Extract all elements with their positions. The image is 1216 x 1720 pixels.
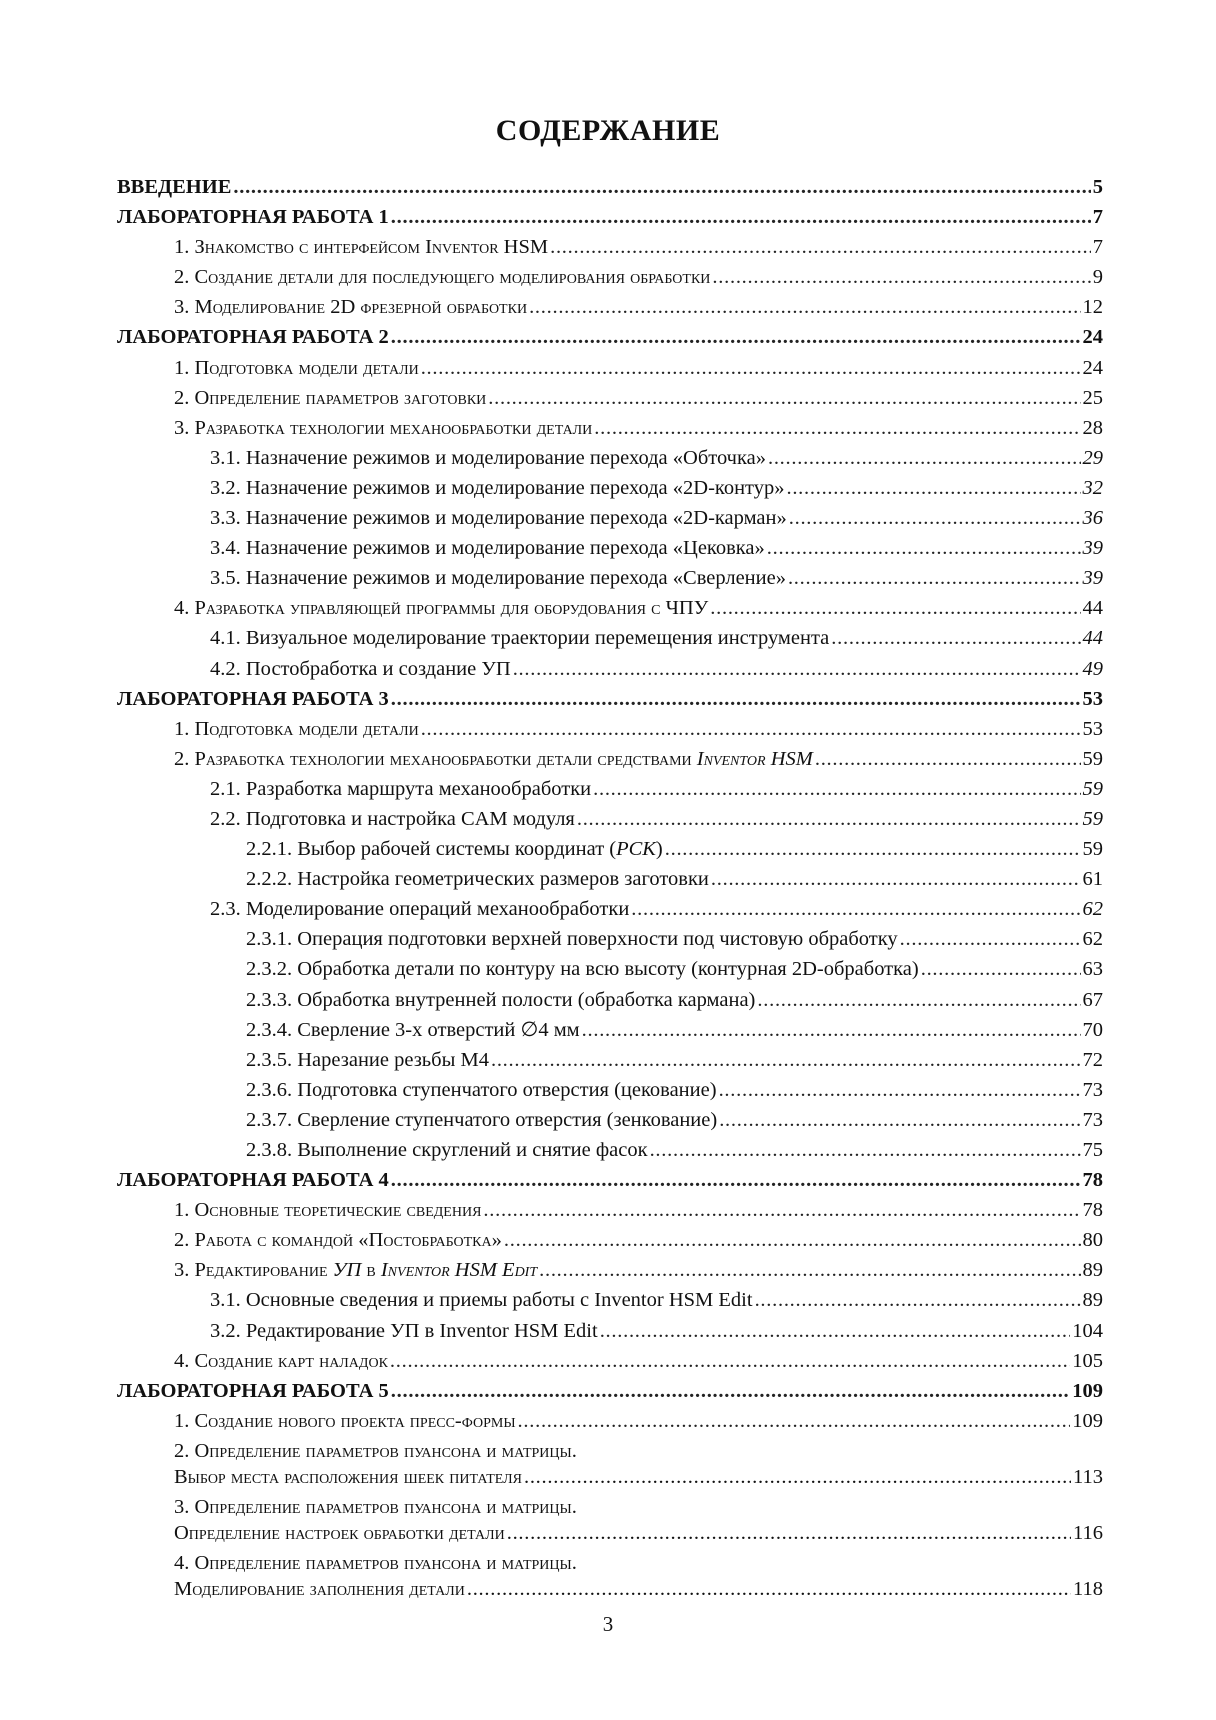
toc-entry-title [210,894,629,924]
toc-leader-dots [421,714,1081,744]
toc-leader-dots [900,924,1081,954]
toc-page-number: 63 [1082,958,1103,981]
toc-entry[interactable] [117,413,1103,443]
toc-page-number: 49 [1082,657,1103,680]
toc-page-number: 104 [1072,1319,1103,1342]
toc-entry-text: 3.3. Назначение режимов и моделирование перехода «2D-карман» [210,507,787,530]
toc-entry-title [246,985,755,1015]
toc-entry-title [117,1376,389,1406]
toc-entry-text: Определение настроек обработки детали [174,1521,505,1544]
toc-page-number: 78 [1082,1199,1103,1222]
toc-entry-text: 2.3. Моделирование операций механообработки [210,898,630,921]
toc-entry-line1: 2. Определение параметров пуансона и матрицы. [174,1439,577,1462]
toc-entry[interactable] [117,443,1103,473]
toc-entry-text: 3. Редактирование [174,1259,333,1282]
toc-entry[interactable] [117,1492,1103,1548]
toc-entry-title [210,654,511,684]
toc-entry-text: 2.2.1. Выбор рабочей системы координат ( [246,838,617,861]
toc-page-number: 28 [1082,416,1103,439]
toc-page-number: 73 [1082,1108,1103,1131]
toc-leader-dots [815,744,1081,774]
toc-leader-dots [391,1376,1070,1406]
toc-page-number: 24 [1082,326,1103,349]
toc-chapter[interactable] [117,202,1103,232]
toc-chapter[interactable] [117,684,1103,714]
toc-chapter[interactable] [117,1376,1103,1406]
toc-entry[interactable] [117,1015,1103,1045]
toc-entry-text: 2.3.7. Сверление ступенчатого отверстия (зенкование) [246,1108,718,1131]
toc-leader-dots [421,353,1081,383]
toc-entry[interactable] [117,1316,1103,1346]
toc-entry-text: 1. Основные теоретические сведения [174,1199,482,1222]
toc-page-number: 59 [1082,807,1103,830]
toc-entry-title [174,383,486,413]
toc-leader-dots [831,623,1080,653]
toc-entry-title [174,1255,537,1285]
toc-entry-text: ЛАБОРАТОРНАЯ РАБОТА 3 [117,687,389,710]
toc-page-number: 62 [1082,928,1103,951]
toc-entry-text: 2. Работа с командой «Постобработка» [174,1229,502,1252]
toc-entry-title [210,804,575,834]
toc-entry-text: 3. Моделирование 2D фрезерной обработки [174,296,528,319]
toc-entry-title [246,954,919,984]
toc-entry[interactable] [117,383,1103,413]
toc-leader-dots [593,774,1080,804]
toc-entry-title [246,834,663,864]
toc-entry[interactable] [117,262,1103,292]
toc-entry-title [210,443,766,473]
toc-entry-title [174,232,548,262]
toc-entry-text: 4. Создание карт наладок [174,1349,388,1372]
toc-page-number: 9 [1092,266,1103,289]
toc-leader-dots [467,1574,1071,1604]
toc-entry-text: 4.2. Постобработка и создание УП [210,657,511,680]
toc-entry[interactable] [117,1195,1103,1225]
toc-entry-text: 3.1. Основные сведения и приемы работы с Inventor HSM Edit [210,1289,753,1312]
toc-entry-line2 [117,1518,1103,1548]
toc-entry-text-italic: РСК [616,838,656,861]
toc-entry[interactable] [117,292,1103,322]
toc-entry-text: 3.4. Назначение режимов и моделирование перехода «Цековка» [210,537,765,560]
toc-entry-text: 2. Создание детали для последующего моделирования обработки [174,266,711,289]
toc-entry-title [210,473,784,503]
toc-leader-dots [755,1285,1081,1315]
toc-entry-text: 2.3.2. Обработка детали по контуру на всю высоту (контурная 2D-обработка) [246,958,919,981]
toc-entry-title [210,623,829,653]
toc-entry-title [210,563,786,593]
toc-leader-dots [600,1316,1071,1346]
toc-page-number: 113 [1073,1465,1103,1488]
toc-entry-title [174,262,710,292]
toc-leader-dots [719,1105,1080,1135]
toc-entry-title [174,714,419,744]
page-number: 3 [602,1612,614,1636]
toc-entry-text: 1. Подготовка модели детали [174,717,419,740]
toc-page-number: 61 [1082,868,1103,891]
toc-entry-text-italic: УП [332,1259,362,1282]
toc-leader-dots [233,172,1090,202]
toc-entry[interactable] [117,1045,1103,1075]
toc-entry[interactable] [117,1105,1103,1135]
toc-entry[interactable] [117,654,1103,684]
toc-entry-title [117,684,389,714]
toc-chapter[interactable] [117,1165,1103,1195]
toc-page-number: 78 [1082,1169,1103,1192]
toc-page-number: 116 [1073,1521,1103,1544]
toc-leader-dots [577,804,1081,834]
toc-entry-text: 2.3.4. Сверление 3-х отверстий ∅4 мм [246,1018,580,1041]
toc-page-number: 12 [1082,296,1103,319]
toc-leader-dots [513,654,1081,684]
toc-entry-text: 2.2. Подготовка и настройка CAM модуля [210,807,575,830]
toc-entry-text: 3.2. Редактирование УП в Inventor HSM Edit [210,1319,598,1342]
toc-entry-title [174,593,708,623]
toc-entry-text: 2.3.5. Нарезание резьбы М4 [246,1048,489,1071]
toc-entry-title [210,1316,598,1346]
toc-entry[interactable] [117,563,1103,593]
toc-leader-dots [518,1406,1071,1436]
toc-page-number: 109 [1072,1379,1103,1402]
toc-leader-dots [921,954,1081,984]
toc-leader-dots [757,985,1080,1015]
toc-entry-title [246,924,898,954]
toc-entry-line2 [117,1574,1103,1604]
toc-entry-text: Выбор места расположения шеек питателя [174,1465,522,1488]
toc-entry[interactable] [117,744,1103,774]
toc-entry-title [210,503,787,533]
toc-leader-dots [711,864,1081,894]
toc-entry-text: 2.3.1. Операция подготовки верхней поверхности под чистовую обработку [246,928,898,951]
toc-entry-text: 3.1. Назначение режимов и моделирование перехода «Обточка» [210,446,766,469]
toc-entry-title [210,1285,753,1315]
toc-entry[interactable] [117,353,1103,383]
toc-leader-dots [483,1195,1080,1225]
toc-entry[interactable] [117,1285,1103,1315]
toc-entry-text: 3.5. Назначение режимов и моделирование перехода «Сверление» [210,567,786,590]
toc-entry-text: 1. Подготовка модели детали [174,356,419,379]
toc-entry[interactable] [117,1346,1103,1376]
toc-page-number: 7 [1092,206,1103,229]
toc-entry-title [246,864,709,894]
toc-entry-title [246,1015,580,1045]
toc-leader-dots [712,262,1090,292]
toc-leader-dots [582,1015,1081,1045]
toc-page-number: 29 [1082,446,1103,469]
toc-entry-text-after: ) [655,838,663,861]
toc-leader-dots [488,383,1080,413]
toc-entry[interactable] [117,954,1103,984]
toc-entry-title [246,1135,648,1165]
toc-entry-text: Моделирование заполнения детали [174,1577,465,1600]
toc-entry[interactable] [117,924,1103,954]
toc-entry-title [210,533,765,563]
toc-page-number: 73 [1082,1078,1103,1101]
toc-entry-title [174,1574,465,1604]
toc-entry-text: 2. Определение параметров заготовки [174,386,487,409]
toc-entry-line1: 4. Определение параметров пуансона и матрицы. [174,1551,577,1574]
toc-leader-dots [391,202,1091,232]
toc-entry-title [174,1346,388,1376]
toc-entry[interactable] [117,1075,1103,1105]
toc-entry-text: ЛАБОРАТОРНАЯ РАБОТА 4 [117,1169,389,1192]
toc-entry[interactable] [117,804,1103,834]
toc-leader-dots [507,1518,1071,1548]
toc-entry-text: 4. Разработка управляющей программы для оборудования с ЧПУ [174,597,709,620]
toc-chapter[interactable] [117,322,1103,352]
toc-entry[interactable] [117,473,1103,503]
toc-entry-title [174,1518,505,1548]
toc-entry-text: 2.2.2. Настройка геометрических размеров заготовки [246,868,709,891]
toc-page-number: 59 [1082,777,1103,800]
toc-leader-dots [789,503,1081,533]
toc-leader-dots [529,292,1080,322]
toc-entry-title [174,1406,516,1436]
toc-entry[interactable] [117,864,1103,894]
page-title: СОДЕРЖАНИЕ [495,114,721,147]
toc-entry-text: 3. Разработка технологии механообработки детали [174,416,593,439]
toc-leader-dots [539,1255,1080,1285]
toc-page-number: 89 [1082,1289,1103,1312]
toc-entry-title [246,1045,489,1075]
toc-entry[interactable] [117,714,1103,744]
toc-leader-dots [390,1346,1070,1376]
toc-entry-title [117,1165,389,1195]
toc-entry-title [117,172,231,202]
toc-entry-text: 1. Знакомство с интерфейсом Inventor HSM [174,236,549,259]
toc-entry[interactable] [117,834,1103,864]
toc-entry-title [174,1225,502,1255]
toc-page-number: 7 [1092,236,1103,259]
toc-entry-title [210,774,591,804]
toc-leader-dots [391,322,1081,352]
toc-leader-dots [665,834,1081,864]
toc-leader-dots [391,684,1081,714]
toc-entry-title [174,744,813,774]
toc-entry-text: 2.3.3. Обработка внутренней полости (обработка кармана) [246,988,756,1011]
toc-entry-text: 1. Создание нового проекта пресс-формы [174,1409,516,1432]
toc-entry[interactable] [117,1225,1103,1255]
toc-entry-text: ВВЕДЕНИЕ [117,176,232,198]
toc-entry-title [174,292,527,322]
toc-page-number: 53 [1082,687,1103,710]
toc-entry-text: 3.2. Назначение режимов и моделирование перехода «2D-контур» [210,476,785,499]
toc-entry-text-after: в [361,1259,381,1282]
toc-leader-dots [786,473,1080,503]
toc-entry-text-italic: Inventor HSM [696,747,813,770]
toc-entry-title [174,1195,481,1225]
toc-page-number: 72 [1082,1048,1103,1071]
toc-entry-title [174,413,592,443]
toc-page-number: 105 [1072,1349,1103,1372]
toc-page-number: 70 [1082,1018,1103,1041]
toc-leader-dots [491,1045,1081,1075]
toc-entry[interactable] [117,1255,1103,1285]
toc-leader-dots [788,563,1081,593]
toc-entry[interactable] [117,985,1103,1015]
toc-entry-text: ЛАБОРАТОРНАЯ РАБОТА 5 [117,1379,389,1402]
toc-entry-line2 [117,1462,1103,1492]
toc-page-number: 62 [1082,898,1103,921]
toc-entry[interactable] [117,1406,1103,1436]
toc-entry[interactable] [117,1436,1103,1492]
toc-page-number: 89 [1082,1259,1103,1282]
toc-entry-text: ЛАБОРАТОРНАЯ РАБОТА 1 [117,206,389,229]
toc-entry-text: 4.1. Визуальное моделирование траектории перемещения инструмента [210,627,830,650]
toc-leader-dots [767,533,1081,563]
toc-entry-text: ЛАБОРАТОРНАЯ РАБОТА 2 [117,326,389,349]
toc-entry-text: 2. Разработка технологии механообработки детали средствами [174,747,697,770]
toc-entry[interactable] [117,533,1103,563]
toc-entry[interactable] [117,1135,1103,1165]
toc-entry-line1: 3. Определение параметров пуансона и матрицы. [174,1495,577,1518]
toc-entry-text: 2.3.8. Выполнение скруглений и снятие фасок [246,1139,648,1161]
toc-entry[interactable] [117,232,1103,262]
toc-page-number: 75 [1082,1139,1103,1161]
toc-leader-dots [550,232,1091,262]
toc-page-number: 53 [1082,717,1103,740]
toc-entry-title [246,1075,717,1105]
toc-leader-dots [650,1135,1081,1165]
toc-chapter[interactable] [117,172,1103,202]
toc-page-number: 80 [1082,1229,1103,1252]
toc-entry[interactable] [117,1548,1103,1604]
toc-page-number: 59 [1082,747,1103,770]
toc-leader-dots [594,413,1080,443]
toc-page-number: 5 [1092,176,1103,198]
toc-entry[interactable] [117,894,1103,924]
toc-entry-title [174,353,419,383]
toc-leader-dots [631,894,1080,924]
toc-entry[interactable] [117,503,1103,533]
toc-leader-dots [504,1225,1081,1255]
toc-page-number: 118 [1073,1577,1103,1600]
toc-page-number: 109 [1072,1409,1103,1432]
toc-page-number: 39 [1082,537,1103,560]
toc-page-number: 36 [1082,507,1103,530]
toc-entry-title [174,1462,522,1492]
toc-leader-dots [768,443,1081,473]
toc-leader-dots [391,1165,1081,1195]
toc-leader-dots [524,1462,1071,1492]
toc-entry-text: 2.1. Разработка маршрута механообработки [210,777,592,800]
toc-entry[interactable] [117,623,1103,653]
toc-entry-text: 2.3.6. Подготовка ступенчатого отверстия (цекование) [246,1078,717,1101]
toc-entry-title [246,1105,717,1135]
toc-entry-title [117,322,389,352]
toc-page-number: 32 [1082,476,1103,499]
toc-page-number: 24 [1082,356,1103,379]
table-of-contents [117,172,1103,1604]
toc-leader-dots [719,1075,1081,1105]
toc-entry-text-italic: Inventor HSM Edit [380,1259,538,1282]
toc-leader-dots [710,593,1080,623]
toc-page-number: 67 [1082,988,1103,1011]
toc-page-number: 39 [1082,567,1103,590]
toc-page-number: 44 [1082,627,1103,650]
toc-page-number: 25 [1082,386,1103,409]
toc-page-number: 59 [1082,838,1103,861]
toc-entry[interactable] [117,593,1103,623]
toc-entry-title [117,202,389,232]
toc-entry[interactable] [117,774,1103,804]
toc-page-number: 44 [1082,597,1103,620]
